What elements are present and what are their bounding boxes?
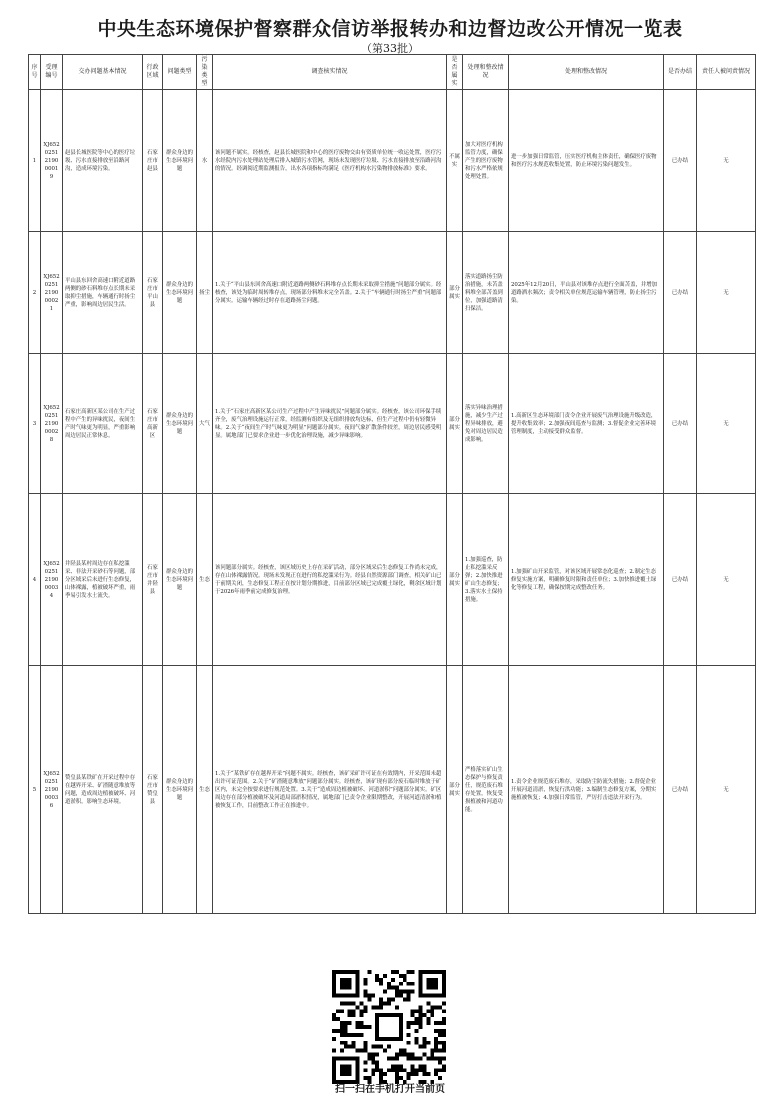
cell-no: 1 [29, 90, 41, 232]
cell-pollution: 生态 [197, 666, 213, 914]
cell-region: 石家庄市平山县 [143, 232, 163, 354]
table-row [29, 666, 756, 914]
cell-handling-status: 严格落实矿山生态保护与修复责任，规范废石堆存处置，恢复受损植被和河道功能。 [463, 666, 509, 914]
cell-is-true: 部分属实 [447, 666, 463, 914]
table-row [29, 232, 756, 354]
table-row [29, 90, 756, 232]
cell-type: 群众身边的生态环境问题 [163, 232, 197, 354]
cell-handling: 1.加强矿山开采监管，对该区域开展常态化巡查；2.制定生态修复实施方案，明确修复时限和责任单位；3.加快推进覆土绿化等修复工程，确保按期完成整改任务。 [509, 494, 664, 666]
header-type: 问题类型 [163, 55, 197, 90]
complaints-table [28, 54, 756, 914]
cell-closed: 已办结 [664, 666, 697, 914]
qr-code-icon[interactable] [332, 970, 446, 1084]
cell-is-true: 部分属实 [447, 494, 463, 666]
cell-summary: 赞皇县某铁矿在开采过程中存在越界开采、矿渣随意堆放等问题，造成周边植被破坏、河道淤积，影响生态环境。 [63, 666, 143, 914]
cell-region: 石家庄市井陉县 [143, 494, 163, 666]
cell-handling: 2025年12月20日，平山县对该堆存点进行全面苫盖，并增加道路洒水频次；责令相关单位规范运输车辆管理，防止扬尘污染。 [509, 232, 664, 354]
batch-label: （第33批） [361, 42, 419, 55]
cell-handling: 1.责令企业规范废石堆存，采取防尘防流失措施；2.督促企业开展河道清淤，恢复行洪功能；3.编制生态修复方案，分期实施植被恢复；4.加强日常监管，严厉打击违法开采行为。 [509, 666, 664, 914]
cell-verification: 该问题不属实。经核查，赵县长城医院和中心的医疗废物交由有资质单位统一收运处置，医疗污水经院内污水处理站处理后排入城镇污水管网，现场未发现医疗垃圾、污水直接排放至沿路河沟的情况。经调阅近期监测报告，出水各项指标均满足《医疗机构水污染物排放标准》要求。 [213, 90, 447, 232]
cell-region: 石家庄市高新区 [143, 354, 163, 494]
cell-handling-status: 落实道路扬尘防治措施，未苫盖料堆全部苫盖到位，加强道路清扫保洁。 [463, 232, 509, 354]
cell-accountability: 无 [697, 494, 756, 666]
cell-type: 群众身边的生态环境问题 [163, 494, 197, 666]
cell-verification: 该问题部分属实。经核查，该区域历史上存在采矿活动，部分区域采后生态修复工作尚未完成，存在山体裸露情况。现场未发现正在进行的私挖滥采行为。经县自然资源部门调查，相关矿山已于前期关闭，生态修复工程正在按计划分期推进，目前部分区域已完成覆土绿化，剩余区域计划于2026年雨季前完成修复治理。 [213, 494, 447, 666]
header-verification: 调查核实情况 [213, 55, 447, 90]
cell-pollution: 大气 [197, 354, 213, 494]
cell-no: 5 [29, 666, 41, 914]
cell-verification: 1.关于“某铁矿存在越界开采”问题不属实。经核查，该矿采矿许可证在有效期内，开采范围未超出许可证范围。2.关于“矿渣随意堆放”问题部分属实。经核查，该矿现有部分废石临时堆放于矿区内，未完全按要求进行规范处置。3.关于“造成周边植被破坏、河道淤积”问题部分属实。矿区周边存在部分植被破坏及河道局部淤积情况，属地部门已责令企业限期整改，开展河道清淤和植被恢复工作，目前整改工作正在推进中。 [213, 666, 447, 914]
cell-closed: 已办结 [664, 232, 697, 354]
cell-handling: 1.高新区生态环境部门责令企业开展废气治理设施升级改造，提升收集效率；2.加强夜间巡查与监测；3.督促企业完善环境管理制度，主动接受群众监督。 [509, 354, 664, 494]
cell-no: 2 [29, 232, 41, 354]
cell-accountability: 无 [697, 232, 756, 354]
header-closed: 是否办结 [664, 55, 697, 90]
header-handling-status: 处理和整改情况 [463, 55, 509, 90]
header-no: 序号 [29, 55, 41, 90]
cell-id: XJ6520251219000036 [41, 666, 63, 914]
cell-handling: 进一步加强日常监管，压实医疗机构主体责任，确保医疗废物和医疗污水规范收集处置，防止环境污染问题发生。 [509, 90, 664, 232]
table-header-row [29, 55, 756, 90]
cell-summary: 石家庄高新区某公司在生产过程中产生的异味扰民，夜间生产时气味更为明显，严重影响周边居民正常休息。 [63, 354, 143, 494]
cell-id: XJ6520251219000028 [41, 354, 63, 494]
cell-closed: 已办结 [664, 90, 697, 232]
cell-no: 3 [29, 354, 41, 494]
cell-handling-status: 加大对医疗机构监管力度，确保产生的医疗废物和污水严格依规处理处置。 [463, 90, 509, 232]
cell-region: 石家庄市赞皇县 [143, 666, 163, 914]
cell-type: 群众身边的生态环境问题 [163, 666, 197, 914]
header-summary: 交办问题基本情况 [63, 55, 143, 90]
table-row [29, 494, 756, 666]
cell-summary: 井陉县某村周边存在私挖滥采、非法开采砂石等问题，部分区域采后未进行生态修复，山体裸露，植被破坏严重，雨季易引发水土流失。 [63, 494, 143, 666]
document-title: 中央生态环境保护督察群众信访举报转办和边督边改公开情况一览表 [97, 18, 683, 40]
cell-region: 石家庄市赵县 [143, 90, 163, 232]
cell-pollution: 水 [197, 90, 213, 232]
header-accountability: 责任人被问责情况 [697, 55, 756, 90]
cell-summary: 平山县东回舍高速口附近道路两侧的砂石料堆存点长期未采取抑尘措施，车辆通行时扬尘严重，影响周边居民生活。 [63, 232, 143, 354]
cell-verification: 1.关于“平山县东回舍高速口附近道路两侧砂石料堆存点长期未采取抑尘措施”问题部分属实。经核查，该处为临时周转堆存点，现场部分料堆未完全苫盖。2.关于“车辆通行时扬尘严重”问题部分属实。运输车辆经过时存在道路扬尘问题。 [213, 232, 447, 354]
cell-handling-status: 1.加强巡查，防止私挖滥采反弹；2.加快推进矿山生态修复；3.落实水土保持措施。 [463, 494, 509, 666]
header-pollution: 污染类型 [197, 55, 213, 90]
table-row [29, 354, 756, 494]
qr-caption: 扫一扫在手机打开当前页 [335, 1084, 445, 1095]
cell-verification: 1.关于“石家庄高新区某公司生产过程中产生异味扰民”问题部分属实。经核查，该公司环保手续齐全，废气治理设施运行正常，经监测有组织及无组织排放均达标，但生产过程中仍有轻微异味。2.关于“夜间生产时气味更为明显”问题部分属实。夜间气象扩散条件较差，周边居民感受明显。属地部门已要求企业进一步优化治理设施，减少异味影响。 [213, 354, 447, 494]
cell-pollution: 生态 [197, 494, 213, 666]
cell-is-true: 部分属实 [447, 232, 463, 354]
cell-accountability: 无 [697, 354, 756, 494]
cell-id: XJ6520251219000034 [41, 494, 63, 666]
cell-id: XJ6520251219000019 [41, 90, 63, 232]
cell-accountability: 无 [697, 90, 756, 232]
cell-closed: 已办结 [664, 354, 697, 494]
cell-summary: 赵县长城医院等中心的医疗垃圾、污水直接排放至沿路河沟，造成环境污染。 [63, 90, 143, 232]
cell-no: 4 [29, 494, 41, 666]
cell-pollution: 扬尘 [197, 232, 213, 354]
cell-type: 群众身边的生态环境问题 [163, 90, 197, 232]
header-handling: 处理和整改情况 [509, 55, 664, 90]
cell-id: XJ6520251219000021 [41, 232, 63, 354]
cell-is-true: 不属实 [447, 90, 463, 232]
cell-type: 群众身边的生态环境问题 [163, 354, 197, 494]
header-region: 行政区域 [143, 55, 163, 90]
cell-closed: 已办结 [664, 494, 697, 666]
header-is-true: 是否属实 [447, 55, 463, 90]
cell-handling-status: 落实异味治理措施，减少生产过程异味排放，避免对周边居民造成影响。 [463, 354, 509, 494]
header-id: 受理编号 [41, 55, 63, 90]
cell-accountability: 无 [697, 666, 756, 914]
cell-is-true: 部分属实 [447, 354, 463, 494]
